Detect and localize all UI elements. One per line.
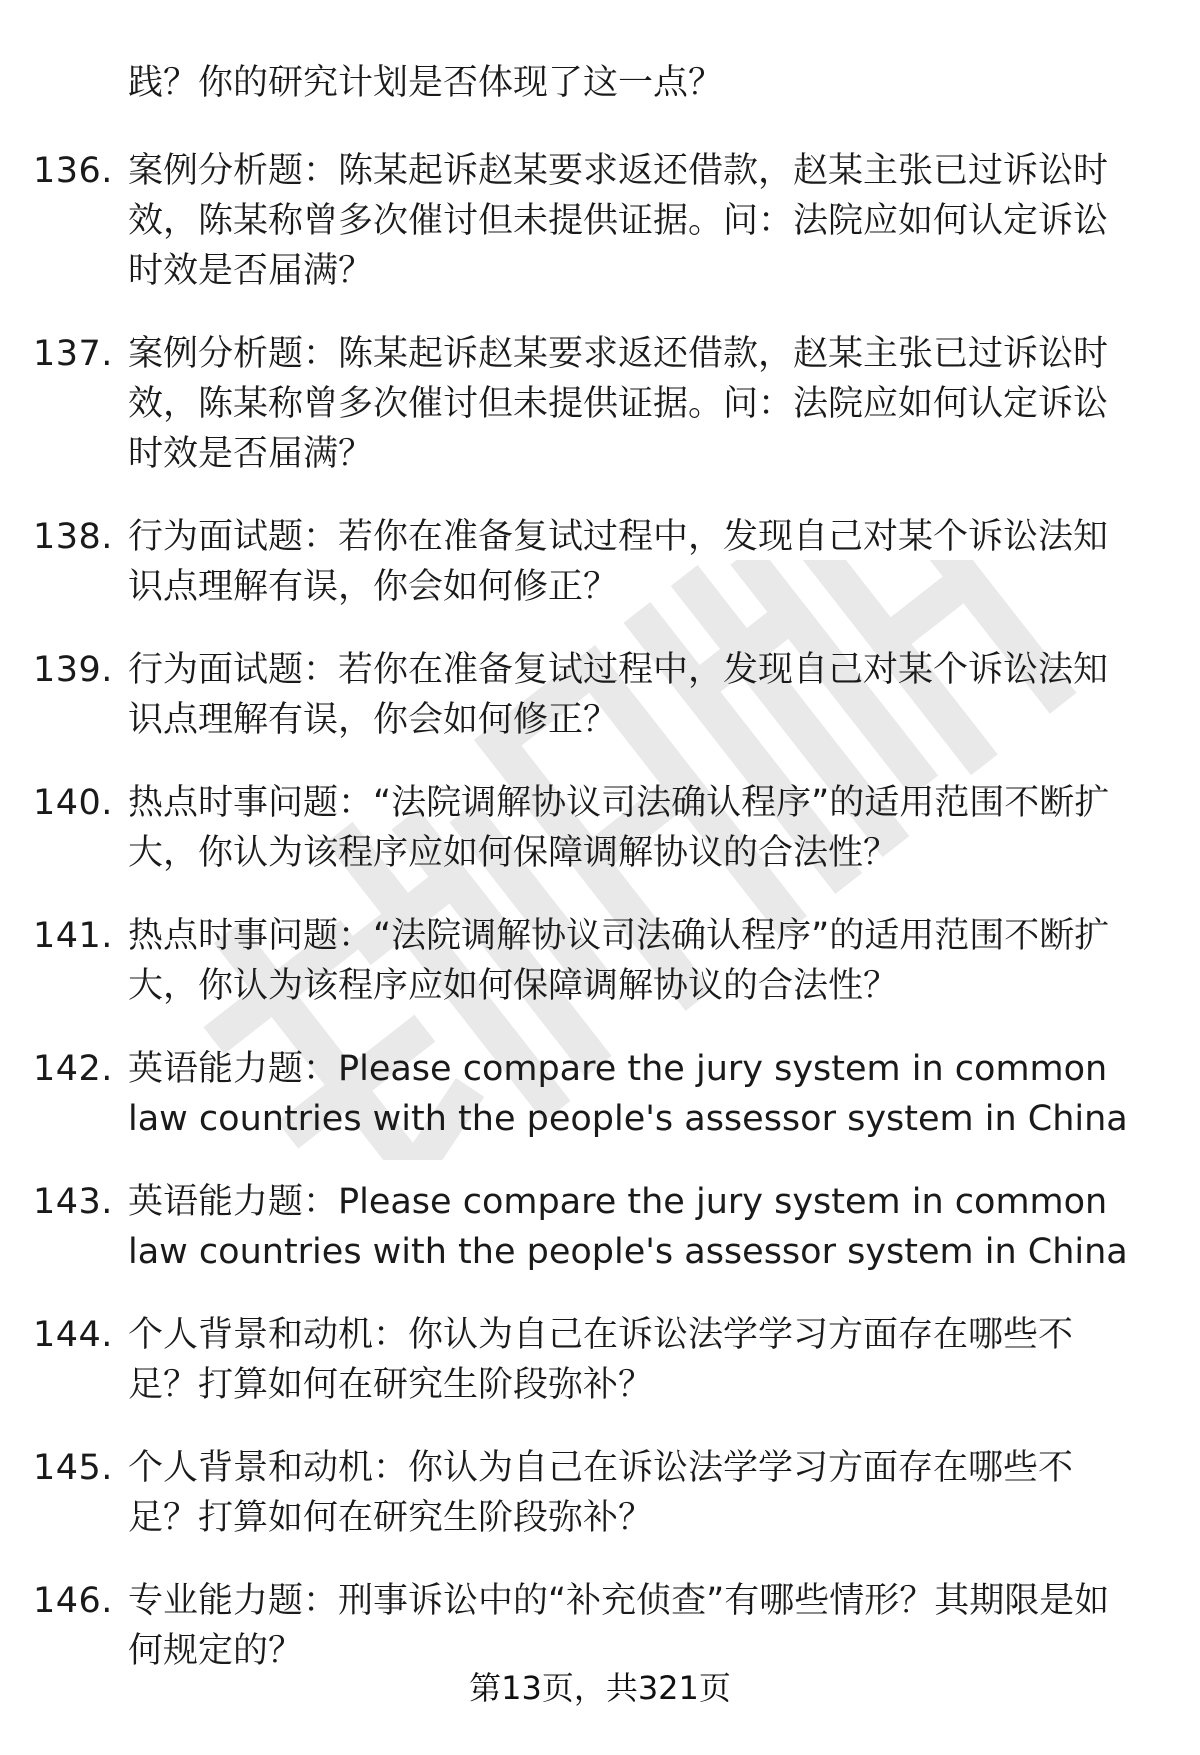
question-item: [0, 1177, 1200, 1277]
question-item: [0, 329, 1200, 479]
question-text: 行为面试题：若你在准备复试过程中，发现自己对某个诉讼法知识点理解有误，你会如何修正？: [128, 650, 1109, 740]
question-number: 144.: [33, 1315, 113, 1355]
question-item: [0, 778, 1200, 878]
question-text: 案例分析题：陈某起诉赵某要求返还借款，赵某主张已过诉讼时效，陈某称曾多次催讨但未提供证据。问：法院应如何认定诉讼时效是否届满？: [128, 151, 1109, 291]
question-number: 145.: [33, 1448, 113, 1488]
question-number: 143.: [33, 1182, 113, 1222]
question-text: 案例分析题：陈某起诉赵某要求返还借款，赵某主张已过诉讼时效，陈某称曾多次催讨但未提供证据。问：法院应如何认定诉讼时效是否届满？: [128, 334, 1109, 474]
question-number: 139.: [33, 650, 113, 690]
question-number: 142.: [33, 1049, 113, 1089]
question-text: 热点时事问题：“法院调解协议司法确认程序”的适用范围不断扩大，你认为该程序应如何保障调解协议的合法性？: [128, 783, 1110, 873]
question-item: [0, 645, 1200, 745]
question-number: 138.: [33, 517, 113, 557]
question-text: 英语能力题：Please compare the jury system in common law countries with the people's assessor system in China: [128, 1182, 1128, 1272]
question-text: 个人背景和动机：你认为自己在诉讼法学学习方面存在哪些不足？打算如何在研究生阶段弥补？: [128, 1448, 1074, 1538]
question-number: 140.: [33, 783, 113, 823]
question-item: [0, 1044, 1200, 1144]
question-item: [0, 1310, 1200, 1410]
question-text: 专业能力题：刑事诉讼中的“补充侦查”有哪些情形？其期限是如何规定的？: [128, 1581, 1110, 1671]
question-item: [0, 1576, 1200, 1676]
question-text: 英语能力题：Please compare the jury system in common law countries with the people's assessor system in China: [128, 1049, 1128, 1139]
question-item: [0, 512, 1200, 612]
question-number: 146.: [33, 1581, 113, 1621]
question-number: 141.: [33, 916, 113, 956]
question-text: 行为面试题：若你在准备复试过程中，发现自己对某个诉讼法知识点理解有误，你会如何修正？: [128, 517, 1109, 607]
page-footer: 第13页，共321页: [469, 1669, 731, 1707]
question-item: [0, 1443, 1200, 1543]
question-item: [0, 911, 1200, 1011]
question-text: 个人背景和动机：你认为自己在诉讼法学学习方面存在哪些不足？打算如何在研究生阶段弥补？: [128, 1315, 1074, 1405]
question-number: 137.: [33, 334, 113, 374]
continued-question-text: 践？你的研究计划是否体现了这一点？: [128, 63, 724, 103]
question-text: 热点时事问题：“法院调解协议司法确认程序”的适用范围不断扩大，你认为该程序应如何保障调解协议的合法性？: [128, 916, 1110, 1006]
question-list: [0, 146, 1200, 1709]
question-item: [0, 146, 1200, 296]
question-number: 136.: [33, 151, 113, 191]
